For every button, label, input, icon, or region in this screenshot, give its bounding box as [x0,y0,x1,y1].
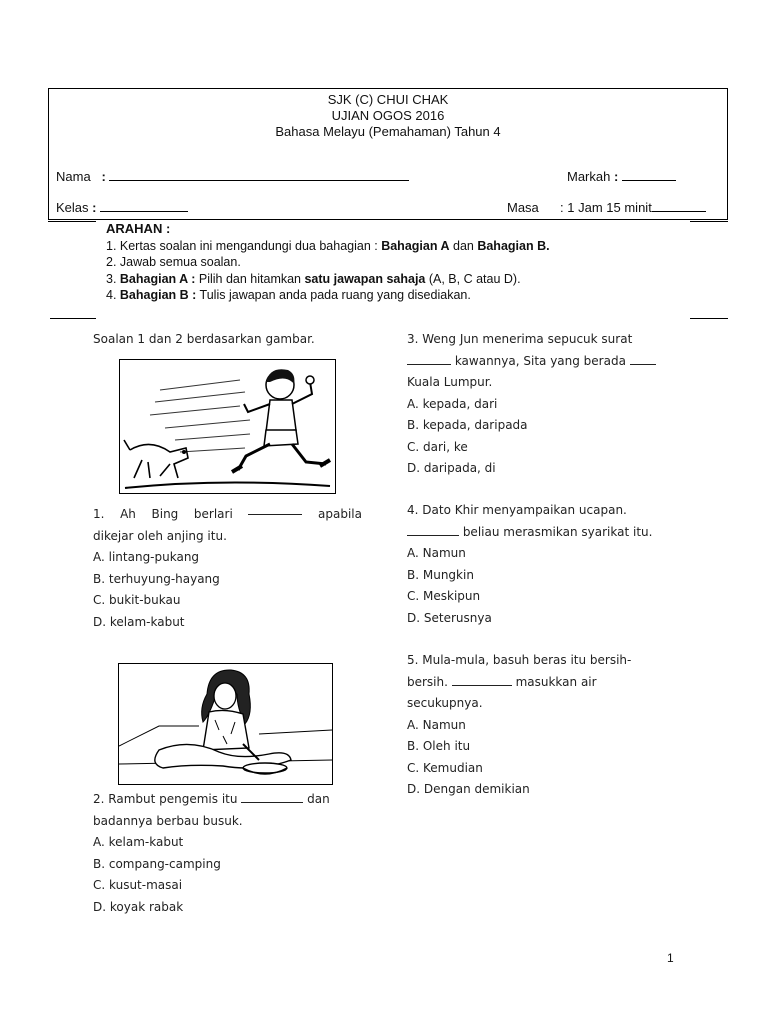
markah-label: Markah [567,169,611,184]
q3-line3: Kuala Lumpur. [407,375,493,389]
q5-line1: 5. Mula-mula, basuh beras itu bersih- [407,653,632,667]
rule-right-top [690,221,728,222]
q3-option-a[interactable]: A. kepada, dari [407,396,498,411]
q1-word: Ah [120,507,136,521]
q5-line2 [407,672,631,694]
subject-title: Bahasa Melayu (Pemahaman) Tahun 4 [275,124,501,139]
q1-word: berlari [193,507,233,521]
q5-line2-post: masukkan air [511,674,597,689]
q3-line2 [407,351,656,373]
q1-option-a[interactable]: A. lintang-pukang [93,550,200,564]
q3-option-c[interactable]: C. dari, ke [407,439,468,454]
q2-line1-pre: 2. Rambut pengemis itu [93,792,242,806]
instruction-4-post: Tulis jawapan anda pada ruang yang disediakan. [196,288,471,302]
question-5 [407,650,631,801]
q5-line2-pre: bersih. [407,674,452,689]
intro-text: Soalan 1 dan 2 berdasarkan gambar. [93,332,315,346]
q3-blank-1 [407,354,451,365]
nama-field[interactable] [109,169,409,181]
instruction-2: 2. Jawab semua soalan. [106,255,241,269]
nama-row: Nama : [56,169,409,184]
instruction-1-mid: dan [449,238,478,253]
q1-option-d[interactable]: D. kelam-kabut [93,614,185,629]
instruction-1 [106,238,550,255]
picture-running-boy [119,359,336,494]
instruction-4-bold: Bahagian B : [119,288,197,302]
q1-blank [248,504,302,515]
q5-option-d[interactable]: D. Dengan demikian [407,782,530,796]
instruction-3-bold-a: Bahagian A : [119,271,196,286]
q2-option-b[interactable]: B. compang-camping [93,856,221,871]
q3-option-d[interactable]: D. daripada, di [407,461,496,475]
instruction-3-mid: Pilih dan hitamkan [195,271,305,286]
q5-option-a[interactable]: A. Namun [407,717,466,732]
instruction-3-post: (A, B, C atau D). [425,271,521,286]
kelas-row: Kelas : [56,200,188,215]
q4-option-b[interactable]: B. Mungkin [407,567,474,582]
q4-option-c[interactable]: C. Meskipun [407,589,481,603]
instructions [106,221,550,304]
markah-row: Markah : [567,169,676,184]
masa-value: : 1 Jam 15 minit [560,200,652,215]
instruction-1-text: 1. Kertas soalan ini mengandungi dua bahagian : [106,238,382,253]
q5-line3: secukupnya. [407,696,483,710]
kelas-label: Kelas [56,200,89,215]
q1-word: apabila [318,507,362,521]
masa-label: Masa [507,200,539,215]
markah-field[interactable] [622,169,676,181]
q4-line1: 4. Dato Khir menyampaikan ucapan. [407,503,627,517]
q3-option-b[interactable]: B. kepada, daripada [407,418,528,432]
q1-line1 [93,504,362,526]
kelas-field[interactable] [100,200,188,212]
q2-option-c[interactable]: C. kusut-masai [93,878,183,892]
beggar-illustration [119,664,332,784]
q4-line2 [407,522,652,544]
question-3 [407,329,656,480]
q1-word: Bing [151,507,179,521]
q4-option-a[interactable]: A. Namun [407,546,466,560]
q3-line2-mid: kawannya, Sita yang berada [451,353,630,368]
masa-row [507,200,706,215]
q2-option-d[interactable]: D. koyak rabak [93,899,184,914]
q1-line2: dikejar oleh anjing itu. [93,528,227,543]
running-boy-illustration [120,360,335,493]
q1-option-c[interactable]: C. bukit-bukau [93,593,181,607]
q4-line2-post: beliau merasmikan syarikat itu. [459,524,653,539]
q2-option-a[interactable]: A. kelam-kabut [93,835,184,849]
q3-blank-2 [630,354,656,365]
instruction-3 [106,271,550,288]
instruction-4-num: 4. [106,288,120,302]
question-4 [407,500,652,629]
q5-option-c[interactable]: C. Kemudian [407,760,483,775]
rule-right-bottom [690,318,728,319]
instructions-title: ARAHAN : [106,221,171,236]
instruction-1-bold-a: Bahagian A [381,238,450,253]
school-name: SJK (C) CHUI CHAK [327,92,449,107]
question-2 [93,789,362,918]
q2-line1-post: dan [303,792,330,806]
rule-left-bottom [50,318,96,319]
exam-title: UJIAN OGOS 2016 [331,108,445,123]
instruction-4 [106,287,550,304]
question-1 [93,504,362,633]
picture-beggar [118,663,333,785]
q4-blank [407,525,459,536]
q2-line1 [93,789,362,811]
q3-line1: 3. Weng Jun menerima sepucuk surat [407,332,633,346]
q2-line2: badannya berbau busuk. [93,813,243,828]
instruction-3-num: 3. [106,271,120,286]
masa-underline [652,200,706,212]
q2-blank [241,792,303,803]
q4-option-d[interactable]: D. Seterusnya [407,610,492,625]
nama-label: Nama [56,169,91,184]
instruction-1-bold-b: Bahagian B. [477,238,550,253]
q5-blank [452,675,512,686]
q5-option-b[interactable]: B. Oleh itu [407,739,471,753]
rule-left-top [48,221,96,222]
q1-option-b[interactable]: B. terhuyung-hayang [93,571,220,586]
q1-word: 1. [93,507,105,521]
instruction-3-bold-b: satu jawapan sahaja [304,271,426,286]
page-number: 1 [667,951,674,965]
